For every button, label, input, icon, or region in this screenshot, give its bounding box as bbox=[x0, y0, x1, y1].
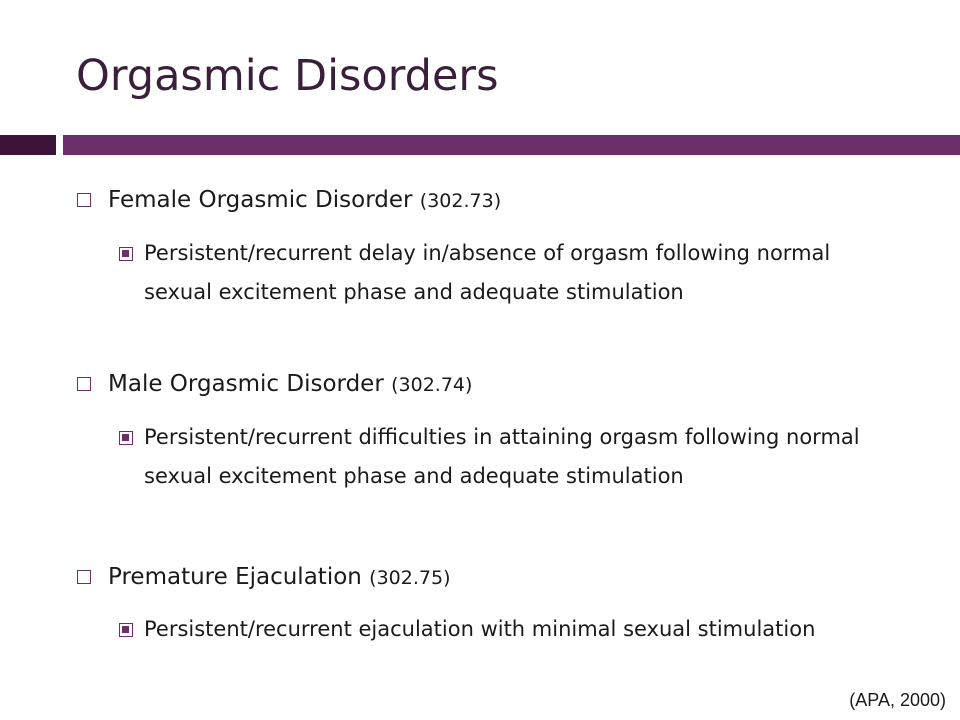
disorder-code: (302.73) bbox=[419, 190, 502, 212]
filled-square-bullet-icon bbox=[119, 623, 133, 637]
disorder-code: (302.74) bbox=[391, 374, 473, 396]
disorder-name: Female Orgasmic Disorder bbox=[108, 187, 413, 213]
slide-title: Orgasmic Disorders bbox=[76, 51, 499, 101]
disorder-description: Persistent/recurrent delay in/absence of orgasm following normal sexual excitement phase and adequate stimulation bbox=[144, 241, 831, 304]
citation: (APA, 2000) bbox=[849, 690, 946, 710]
hollow-square-bullet-icon bbox=[77, 377, 91, 391]
disorder-description: Persistent/recurrent ejaculation with minimal sexual stimulation bbox=[144, 617, 816, 641]
disorder-heading bbox=[108, 369, 472, 400]
disorder-description: Persistent/recurrent difficulties in attaining orgasm following normal sexual excitement phase and adequate stimulation bbox=[144, 425, 860, 488]
disorder-code: (302.75) bbox=[369, 567, 451, 589]
title-rule-accent-bar bbox=[63, 135, 960, 155]
disorder-heading bbox=[108, 185, 501, 216]
hollow-square-bullet-icon bbox=[77, 193, 91, 207]
disorder-name: Premature Ejaculation bbox=[108, 564, 362, 590]
disorder-heading bbox=[108, 562, 450, 593]
disorder-name: Male Orgasmic Disorder bbox=[108, 371, 384, 397]
filled-square-bullet-icon bbox=[119, 431, 133, 445]
hollow-square-bullet-icon bbox=[77, 570, 91, 584]
filled-square-bullet-icon bbox=[119, 247, 133, 261]
title-rule-dark-segment bbox=[0, 135, 56, 155]
